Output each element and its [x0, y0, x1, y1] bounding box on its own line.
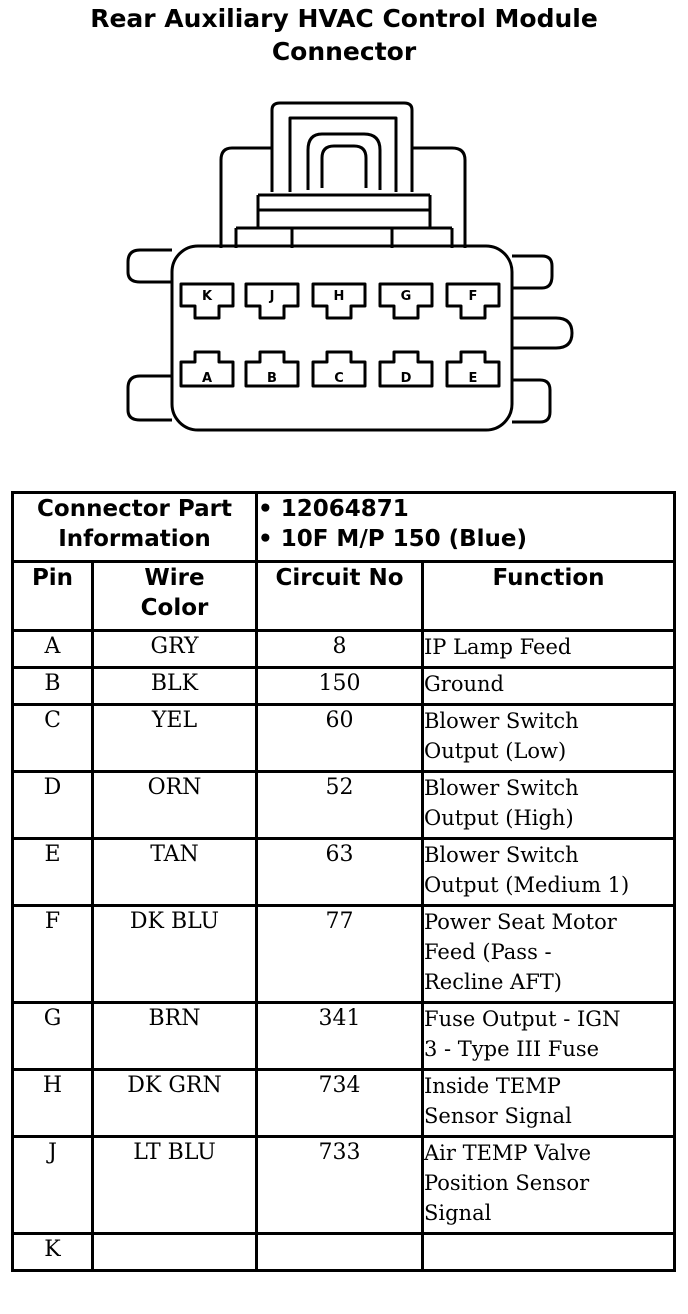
- pin-cell: B: [13, 668, 93, 705]
- header-wire-color-line-2: Color: [140, 595, 209, 621]
- cavity-b: [246, 352, 298, 386]
- function-line: Inside TEMP: [424, 1074, 561, 1098]
- pinout-table: [11, 491, 676, 1272]
- function-cell: [423, 772, 675, 839]
- table-row: [13, 631, 675, 668]
- circuit-cell: 733: [257, 1137, 423, 1234]
- cavity-d: [380, 352, 432, 386]
- housing-shoulder-left: [221, 148, 272, 248]
- cavity-e: [447, 352, 499, 386]
- part-info-label-line-1: Connector Part: [37, 496, 232, 522]
- table-row: [13, 1070, 675, 1137]
- function-cell: [423, 1070, 675, 1137]
- title-line-1: Rear Auxiliary HVAC Control Module: [90, 4, 598, 33]
- pin-cell: D: [13, 772, 93, 839]
- circuit-cell: 8: [257, 631, 423, 668]
- cavity-k: [181, 284, 233, 318]
- table-row: [13, 705, 675, 772]
- part-info-values: [257, 493, 675, 562]
- part-info-label-line-2: Information: [58, 526, 211, 552]
- function-line: Signal: [424, 1201, 492, 1225]
- header-wire-color-line-1: Wire: [144, 565, 205, 591]
- housing-shoulder-right: [412, 148, 465, 248]
- cavity-j: [246, 284, 298, 318]
- circuit-cell: 341: [257, 1003, 423, 1070]
- function-line: Sensor Signal: [424, 1104, 572, 1128]
- pin-cell: G: [13, 1003, 93, 1070]
- header-function: Function: [423, 562, 675, 631]
- function-line: Ground: [424, 672, 504, 696]
- table-row: [13, 668, 675, 705]
- circuit-cell: 60: [257, 705, 423, 772]
- wire-color-cell: GRY: [93, 631, 257, 668]
- latch-tongue: [308, 134, 380, 190]
- header-circuit: Circuit No: [257, 562, 423, 631]
- circuit-cell: [257, 1234, 423, 1271]
- pin-cell: E: [13, 839, 93, 906]
- table-row: [13, 1234, 675, 1271]
- bottom-row-cavities: [181, 352, 499, 386]
- cavity-label-e: E: [468, 371, 478, 386]
- function-cell: [423, 839, 675, 906]
- header-wire-color: [93, 562, 257, 631]
- function-cell: [423, 1137, 675, 1234]
- function-line: Blower Switch: [424, 709, 579, 733]
- diagram-title: [0, 2, 688, 68]
- pin-cell: C: [13, 705, 93, 772]
- cavity-label-j: J: [269, 289, 275, 304]
- wire-color-cell: TAN: [93, 839, 257, 906]
- pin-cell: A: [13, 631, 93, 668]
- connector-drawing: [0, 90, 688, 435]
- wire-color-cell: BLK: [93, 668, 257, 705]
- function-line: Output (Low): [424, 739, 567, 763]
- top-row-cavities: [181, 284, 499, 318]
- cavity-label-f: F: [468, 289, 478, 304]
- wire-color-cell: YEL: [93, 705, 257, 772]
- function-line: Position Sensor: [424, 1171, 590, 1195]
- table-row: [13, 906, 675, 1003]
- function-line: 3 - Type III Fuse: [424, 1037, 600, 1061]
- function-cell: [423, 1234, 675, 1271]
- function-cell: [423, 906, 675, 1003]
- circuit-cell: 150: [257, 668, 423, 705]
- cavity-f: [447, 284, 499, 318]
- function-cell: [423, 631, 675, 668]
- table-row: [13, 839, 675, 906]
- connector-type: • 10F M/P 150 (Blue): [258, 526, 528, 552]
- function-line: Feed (Pass -: [424, 940, 552, 964]
- function-line: Output (Medium 1): [424, 873, 630, 897]
- cavity-label-d: D: [400, 371, 412, 386]
- circuit-cell: 734: [257, 1070, 423, 1137]
- wire-color-cell: ORN: [93, 772, 257, 839]
- cavity-label-k: K: [201, 289, 213, 304]
- wire-color-cell: DK GRN: [93, 1070, 257, 1137]
- connector-body: [172, 246, 512, 430]
- function-line: Blower Switch: [424, 776, 579, 800]
- cavity-label-g: G: [400, 289, 412, 304]
- part-info-label: [13, 493, 257, 562]
- pin-cell: H: [13, 1070, 93, 1137]
- function-cell: [423, 668, 675, 705]
- function-line: Fuse Output - IGN: [424, 1007, 621, 1031]
- function-line: IP Lamp Feed: [424, 635, 572, 659]
- cavity-label-b: B: [267, 371, 277, 386]
- part-info-row: [13, 493, 675, 562]
- cavity-g: [380, 284, 432, 318]
- function-line: Blower Switch: [424, 843, 579, 867]
- part-number: • 12064871: [258, 496, 409, 522]
- wire-color-cell: LT BLU: [93, 1137, 257, 1234]
- header-pin: Pin: [13, 562, 93, 631]
- wire-color-cell: DK BLU: [93, 906, 257, 1003]
- table-row: [13, 1003, 675, 1070]
- table-row: [13, 772, 675, 839]
- cavity-a: [181, 352, 233, 386]
- circuit-cell: 52: [257, 772, 423, 839]
- pin-cell: K: [13, 1234, 93, 1271]
- function-line: Recline AFT): [424, 970, 562, 994]
- function-cell: [423, 1003, 675, 1070]
- function-line: Output (High): [424, 806, 574, 830]
- cavity-h: [313, 284, 365, 318]
- circuit-cell: 77: [257, 906, 423, 1003]
- table-row: [13, 1137, 675, 1234]
- function-line: Power Seat Motor: [424, 910, 617, 934]
- cavity-label-a: A: [201, 371, 213, 386]
- wire-color-cell: BRN: [93, 1003, 257, 1070]
- wire-color-cell: [93, 1234, 257, 1271]
- pin-cell: J: [13, 1137, 93, 1234]
- title-line-2: Connector: [271, 37, 417, 66]
- function-line: Air TEMP Valve: [424, 1141, 592, 1165]
- circuit-cell: 63: [257, 839, 423, 906]
- header-row: [13, 562, 675, 631]
- cavity-label-c: C: [334, 371, 344, 386]
- function-cell: [423, 705, 675, 772]
- pin-cell: F: [13, 906, 93, 1003]
- cavity-c: [313, 352, 365, 386]
- cavity-label-h: H: [333, 289, 345, 304]
